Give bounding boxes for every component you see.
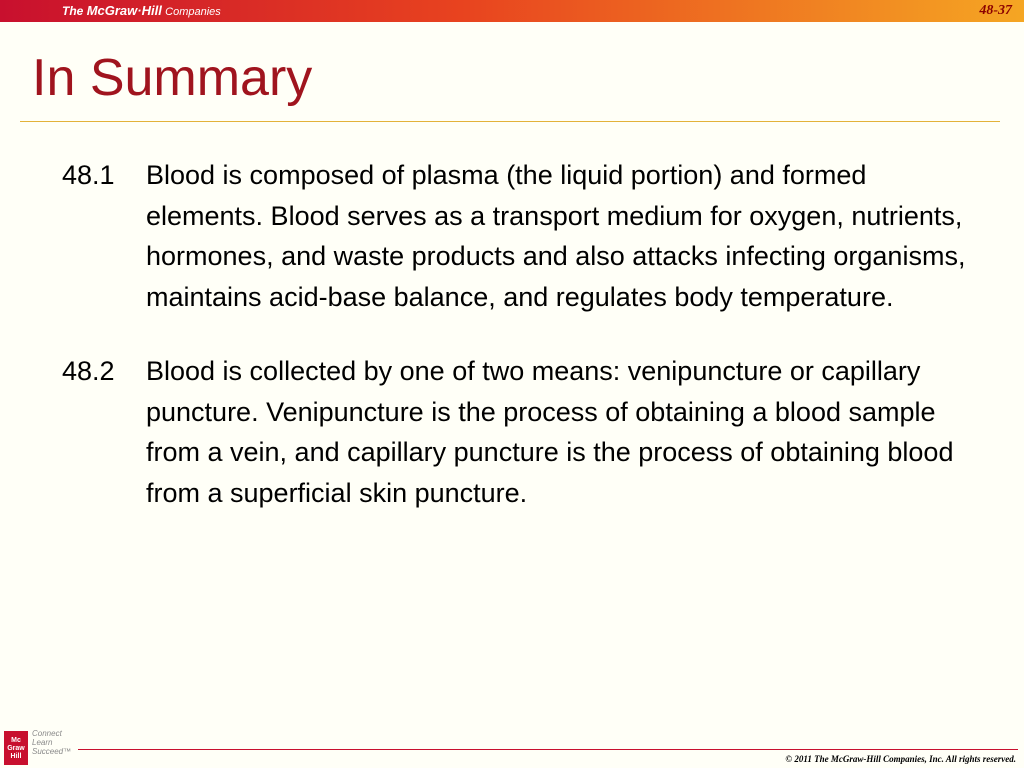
mcgraw-hill-logo-icon (4, 731, 28, 765)
logo-line: Hill (10, 753, 22, 760)
brand-mcgraw-hill: McGraw·Hill (86, 3, 162, 18)
brand-the: The (62, 4, 84, 18)
summary-item-text: Blood is collected by one of two means: venipuncture or capillary puncture. Venipuncture is the process of obtaining a blood sample from a vein, and capillary puncture is the process of obtaining blood from a superficial skin puncture. (146, 356, 954, 508)
summary-item (62, 155, 982, 317)
logo-line: Mc (11, 737, 21, 744)
brand-companies: Companies (165, 6, 221, 18)
tagline-connect: Connect (32, 729, 62, 738)
tagline (32, 729, 71, 756)
summary-item (62, 351, 982, 513)
tagline-learn: Learn (32, 738, 53, 747)
tagline-succeed: Succeed™ (32, 747, 72, 756)
summary-item-number: 48.1 (62, 160, 115, 190)
copyright-notice: © 2011 The McGraw-Hill Companies, Inc. All rights reserved. (785, 754, 1016, 764)
header-bar (0, 0, 1024, 22)
footer-divider (78, 749, 1018, 750)
slide-number: 48-37 (979, 3, 1012, 18)
logo-line: Graw (7, 745, 25, 752)
mcgraw-hill-brand (62, 3, 221, 18)
summary-list (62, 155, 982, 513)
summary-item-number: 48.2 (62, 356, 115, 386)
slide-title: In Summary (32, 49, 313, 107)
title-divider (20, 121, 1000, 122)
summary-item-text: Blood is composed of plasma (the liquid portion) and formed elements. Blood serves as a transport medium for oxygen, nutrients, hormones, and waste products and also attacks infecting organisms, maintains acid-base balance, and regulates body temperature. (146, 160, 966, 312)
